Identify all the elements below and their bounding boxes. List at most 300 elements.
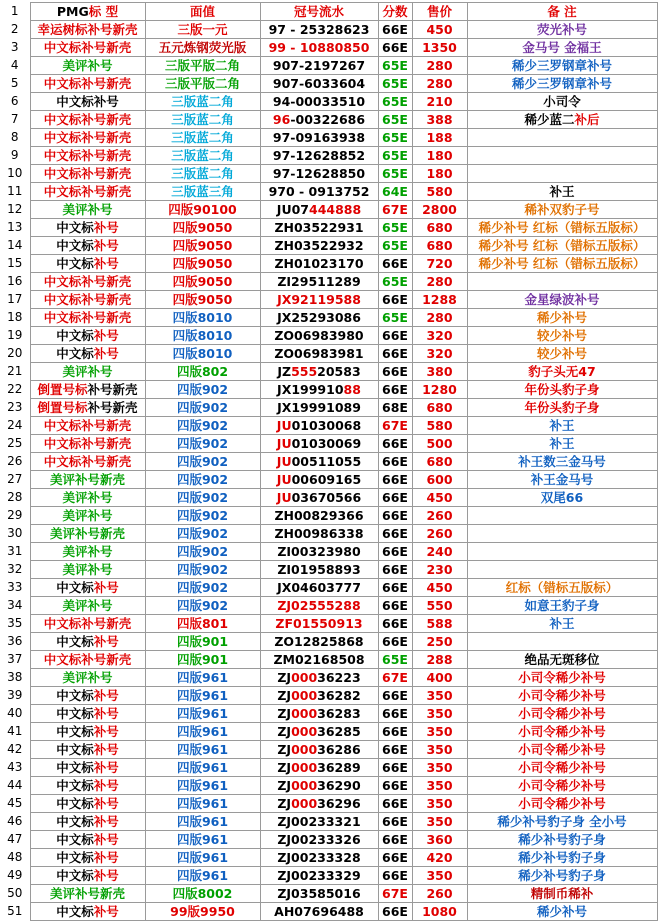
note-cell[interactable] xyxy=(467,831,657,849)
price-cell[interactable] xyxy=(412,723,467,741)
face-value-cell[interactable] xyxy=(145,129,260,147)
price-cell[interactable] xyxy=(412,885,467,903)
grade-cell[interactable] xyxy=(378,597,412,615)
row-number[interactable]: 16 xyxy=(0,273,30,291)
grade-cell[interactable] xyxy=(378,849,412,867)
grade-cell[interactable] xyxy=(378,201,412,219)
note-cell[interactable] xyxy=(467,885,657,903)
face-value-cell[interactable] xyxy=(145,363,260,381)
grade-cell[interactable] xyxy=(378,651,412,669)
pmg-cell[interactable] xyxy=(30,93,145,111)
face-value-cell[interactable] xyxy=(145,291,260,309)
face-value-cell[interactable] xyxy=(145,651,260,669)
pmg-cell[interactable] xyxy=(30,453,145,471)
grade-cell[interactable] xyxy=(378,165,412,183)
serial-cell[interactable] xyxy=(260,291,378,309)
note-cell[interactable] xyxy=(467,309,657,327)
pmg-cell[interactable] xyxy=(30,21,145,39)
face-value-cell[interactable] xyxy=(145,543,260,561)
row-number[interactable]: 3 xyxy=(0,39,30,57)
price-cell[interactable] xyxy=(412,237,467,255)
row-number[interactable]: 46 xyxy=(0,813,30,831)
grade-cell[interactable] xyxy=(378,687,412,705)
note-cell[interactable] xyxy=(467,273,657,291)
face-value-cell[interactable] xyxy=(145,669,260,687)
pmg-cell[interactable] xyxy=(30,669,145,687)
column-header[interactable] xyxy=(467,3,657,21)
row-number[interactable]: 10 xyxy=(0,165,30,183)
serial-cell[interactable] xyxy=(260,273,378,291)
note-cell[interactable] xyxy=(467,75,657,93)
row-number[interactable]: 14 xyxy=(0,237,30,255)
grade-cell[interactable] xyxy=(378,363,412,381)
note-cell[interactable] xyxy=(467,93,657,111)
grade-cell[interactable] xyxy=(378,93,412,111)
face-value-cell[interactable] xyxy=(145,705,260,723)
note-cell[interactable] xyxy=(467,795,657,813)
note-cell[interactable] xyxy=(467,759,657,777)
column-header[interactable] xyxy=(412,3,467,21)
row-number[interactable]: 22 xyxy=(0,381,30,399)
price-cell[interactable] xyxy=(412,75,467,93)
grade-cell[interactable] xyxy=(378,615,412,633)
row-number[interactable]: 8 xyxy=(0,129,30,147)
note-cell[interactable] xyxy=(467,813,657,831)
face-value-cell[interactable] xyxy=(145,723,260,741)
note-cell[interactable] xyxy=(467,867,657,885)
pmg-cell[interactable] xyxy=(30,39,145,57)
note-cell[interactable] xyxy=(467,165,657,183)
note-cell[interactable] xyxy=(467,57,657,75)
row-number[interactable]: 48 xyxy=(0,849,30,867)
row-number[interactable]: 19 xyxy=(0,327,30,345)
grade-cell[interactable] xyxy=(378,183,412,201)
serial-cell[interactable] xyxy=(260,705,378,723)
row-number[interactable]: 51 xyxy=(0,903,30,921)
row-number[interactable]: 37 xyxy=(0,651,30,669)
face-value-cell[interactable] xyxy=(145,111,260,129)
pmg-cell[interactable] xyxy=(30,741,145,759)
price-cell[interactable] xyxy=(412,615,467,633)
pmg-cell[interactable] xyxy=(30,183,145,201)
face-value-cell[interactable] xyxy=(145,795,260,813)
note-cell[interactable] xyxy=(467,507,657,525)
price-cell[interactable] xyxy=(412,597,467,615)
pmg-cell[interactable] xyxy=(30,831,145,849)
grade-cell[interactable] xyxy=(378,417,412,435)
price-cell[interactable] xyxy=(412,669,467,687)
serial-cell[interactable] xyxy=(260,75,378,93)
pmg-cell[interactable] xyxy=(30,777,145,795)
row-number[interactable]: 13 xyxy=(0,219,30,237)
note-cell[interactable] xyxy=(467,597,657,615)
price-cell[interactable] xyxy=(412,489,467,507)
pmg-cell[interactable] xyxy=(30,75,145,93)
grade-cell[interactable] xyxy=(378,219,412,237)
serial-cell[interactable] xyxy=(260,651,378,669)
grade-cell[interactable] xyxy=(378,237,412,255)
price-cell[interactable] xyxy=(412,543,467,561)
face-value-cell[interactable] xyxy=(145,615,260,633)
price-cell[interactable] xyxy=(412,633,467,651)
row-number[interactable]: 1 xyxy=(0,3,30,21)
note-cell[interactable] xyxy=(467,453,657,471)
face-value-cell[interactable] xyxy=(145,381,260,399)
pmg-cell[interactable] xyxy=(30,867,145,885)
serial-cell[interactable] xyxy=(260,93,378,111)
grade-cell[interactable] xyxy=(378,525,412,543)
serial-cell[interactable] xyxy=(260,417,378,435)
price-cell[interactable] xyxy=(412,579,467,597)
pmg-cell[interactable] xyxy=(30,327,145,345)
pmg-cell[interactable] xyxy=(30,255,145,273)
price-cell[interactable] xyxy=(412,219,467,237)
serial-cell[interactable] xyxy=(260,813,378,831)
note-cell[interactable] xyxy=(467,561,657,579)
pmg-cell[interactable] xyxy=(30,273,145,291)
pmg-cell[interactable] xyxy=(30,813,145,831)
grade-cell[interactable] xyxy=(378,507,412,525)
serial-cell[interactable] xyxy=(260,903,378,921)
serial-cell[interactable] xyxy=(260,201,378,219)
price-cell[interactable] xyxy=(412,21,467,39)
price-cell[interactable] xyxy=(412,291,467,309)
face-value-cell[interactable] xyxy=(145,183,260,201)
serial-cell[interactable] xyxy=(260,867,378,885)
grade-cell[interactable] xyxy=(378,21,412,39)
serial-cell[interactable] xyxy=(260,327,378,345)
row-number[interactable]: 45 xyxy=(0,795,30,813)
pmg-cell[interactable] xyxy=(30,111,145,129)
face-value-cell[interactable] xyxy=(145,57,260,75)
row-number[interactable]: 39 xyxy=(0,687,30,705)
face-value-cell[interactable] xyxy=(145,399,260,417)
column-header[interactable] xyxy=(30,3,145,21)
pmg-cell[interactable] xyxy=(30,525,145,543)
face-value-cell[interactable] xyxy=(145,435,260,453)
row-number[interactable]: 49 xyxy=(0,867,30,885)
row-number[interactable]: 17 xyxy=(0,291,30,309)
price-cell[interactable] xyxy=(412,39,467,57)
serial-cell[interactable] xyxy=(260,687,378,705)
serial-cell[interactable] xyxy=(260,543,378,561)
note-cell[interactable] xyxy=(467,399,657,417)
pmg-cell[interactable] xyxy=(30,507,145,525)
note-cell[interactable] xyxy=(467,633,657,651)
note-cell[interactable] xyxy=(467,147,657,165)
grade-cell[interactable] xyxy=(378,345,412,363)
pmg-cell[interactable] xyxy=(30,129,145,147)
serial-cell[interactable] xyxy=(260,129,378,147)
pmg-cell[interactable] xyxy=(30,597,145,615)
serial-cell[interactable] xyxy=(260,399,378,417)
price-cell[interactable] xyxy=(412,525,467,543)
serial-cell[interactable] xyxy=(260,453,378,471)
pmg-cell[interactable] xyxy=(30,759,145,777)
serial-cell[interactable] xyxy=(260,597,378,615)
price-cell[interactable] xyxy=(412,201,467,219)
pmg-cell[interactable] xyxy=(30,795,145,813)
note-cell[interactable] xyxy=(467,741,657,759)
serial-cell[interactable] xyxy=(260,669,378,687)
face-value-cell[interactable] xyxy=(145,453,260,471)
price-cell[interactable] xyxy=(412,309,467,327)
face-value-cell[interactable] xyxy=(145,741,260,759)
face-value-cell[interactable] xyxy=(145,237,260,255)
row-number[interactable]: 40 xyxy=(0,705,30,723)
note-cell[interactable] xyxy=(467,705,657,723)
price-cell[interactable] xyxy=(412,417,467,435)
price-cell[interactable] xyxy=(412,399,467,417)
price-cell[interactable] xyxy=(412,93,467,111)
price-cell[interactable] xyxy=(412,849,467,867)
note-cell[interactable] xyxy=(467,219,657,237)
serial-cell[interactable] xyxy=(260,471,378,489)
grade-cell[interactable] xyxy=(378,795,412,813)
serial-cell[interactable] xyxy=(260,435,378,453)
grade-cell[interactable] xyxy=(378,831,412,849)
note-cell[interactable] xyxy=(467,237,657,255)
pmg-cell[interactable] xyxy=(30,363,145,381)
note-cell[interactable] xyxy=(467,111,657,129)
face-value-cell[interactable] xyxy=(145,759,260,777)
grade-cell[interactable] xyxy=(378,885,412,903)
serial-cell[interactable] xyxy=(260,849,378,867)
serial-cell[interactable] xyxy=(260,777,378,795)
price-cell[interactable] xyxy=(412,471,467,489)
row-number[interactable]: 43 xyxy=(0,759,30,777)
serial-cell[interactable] xyxy=(260,759,378,777)
row-number[interactable]: 44 xyxy=(0,777,30,795)
row-number[interactable]: 11 xyxy=(0,183,30,201)
row-number[interactable]: 47 xyxy=(0,831,30,849)
face-value-cell[interactable] xyxy=(145,471,260,489)
pmg-cell[interactable] xyxy=(30,705,145,723)
serial-cell[interactable] xyxy=(260,795,378,813)
face-value-cell[interactable] xyxy=(145,219,260,237)
price-cell[interactable] xyxy=(412,759,467,777)
note-cell[interactable] xyxy=(467,435,657,453)
face-value-cell[interactable] xyxy=(145,867,260,885)
grade-cell[interactable] xyxy=(378,381,412,399)
grade-cell[interactable] xyxy=(378,75,412,93)
note-cell[interactable] xyxy=(467,417,657,435)
note-cell[interactable] xyxy=(467,183,657,201)
grade-cell[interactable] xyxy=(378,759,412,777)
note-cell[interactable] xyxy=(467,543,657,561)
price-cell[interactable] xyxy=(412,795,467,813)
note-cell[interactable] xyxy=(467,381,657,399)
serial-cell[interactable] xyxy=(260,633,378,651)
face-value-cell[interactable] xyxy=(145,885,260,903)
grade-cell[interactable] xyxy=(378,129,412,147)
serial-cell[interactable] xyxy=(260,723,378,741)
pmg-cell[interactable] xyxy=(30,201,145,219)
face-value-cell[interactable] xyxy=(145,273,260,291)
face-value-cell[interactable] xyxy=(145,831,260,849)
face-value-cell[interactable] xyxy=(145,417,260,435)
note-cell[interactable] xyxy=(467,723,657,741)
grade-cell[interactable] xyxy=(378,903,412,921)
note-cell[interactable] xyxy=(467,327,657,345)
row-number[interactable]: 21 xyxy=(0,363,30,381)
note-cell[interactable] xyxy=(467,255,657,273)
note-cell[interactable] xyxy=(467,201,657,219)
row-number[interactable]: 31 xyxy=(0,543,30,561)
price-cell[interactable] xyxy=(412,813,467,831)
row-number[interactable]: 12 xyxy=(0,201,30,219)
price-cell[interactable] xyxy=(412,273,467,291)
face-value-cell[interactable] xyxy=(145,201,260,219)
grade-cell[interactable] xyxy=(378,309,412,327)
row-number[interactable]: 30 xyxy=(0,525,30,543)
serial-cell[interactable] xyxy=(260,111,378,129)
note-cell[interactable] xyxy=(467,489,657,507)
note-cell[interactable] xyxy=(467,291,657,309)
grade-cell[interactable] xyxy=(378,255,412,273)
face-value-cell[interactable] xyxy=(145,165,260,183)
price-cell[interactable] xyxy=(412,453,467,471)
pmg-cell[interactable] xyxy=(30,579,145,597)
face-value-cell[interactable] xyxy=(145,345,260,363)
price-cell[interactable] xyxy=(412,867,467,885)
serial-cell[interactable] xyxy=(260,579,378,597)
grade-cell[interactable] xyxy=(378,489,412,507)
row-number[interactable]: 50 xyxy=(0,885,30,903)
column-header[interactable] xyxy=(260,3,378,21)
serial-cell[interactable] xyxy=(260,345,378,363)
note-cell[interactable] xyxy=(467,129,657,147)
face-value-cell[interactable] xyxy=(145,813,260,831)
pmg-cell[interactable] xyxy=(30,903,145,921)
grade-cell[interactable] xyxy=(378,57,412,75)
face-value-cell[interactable] xyxy=(145,327,260,345)
face-value-cell[interactable] xyxy=(145,777,260,795)
serial-cell[interactable] xyxy=(260,363,378,381)
grade-cell[interactable] xyxy=(378,741,412,759)
row-number[interactable]: 33 xyxy=(0,579,30,597)
price-cell[interactable] xyxy=(412,345,467,363)
grade-cell[interactable] xyxy=(378,633,412,651)
row-number[interactable]: 34 xyxy=(0,597,30,615)
face-value-cell[interactable] xyxy=(145,21,260,39)
pmg-cell[interactable] xyxy=(30,489,145,507)
price-cell[interactable] xyxy=(412,147,467,165)
row-number[interactable]: 29 xyxy=(0,507,30,525)
price-cell[interactable] xyxy=(412,255,467,273)
serial-cell[interactable] xyxy=(260,255,378,273)
serial-cell[interactable] xyxy=(260,57,378,75)
price-cell[interactable] xyxy=(412,777,467,795)
note-cell[interactable] xyxy=(467,687,657,705)
price-cell[interactable] xyxy=(412,651,467,669)
face-value-cell[interactable] xyxy=(145,525,260,543)
price-cell[interactable] xyxy=(412,129,467,147)
pmg-cell[interactable] xyxy=(30,291,145,309)
serial-cell[interactable] xyxy=(260,489,378,507)
grade-cell[interactable] xyxy=(378,147,412,165)
row-number[interactable]: 41 xyxy=(0,723,30,741)
row-number[interactable]: 7 xyxy=(0,111,30,129)
row-number[interactable]: 24 xyxy=(0,417,30,435)
price-cell[interactable] xyxy=(412,687,467,705)
pmg-cell[interactable] xyxy=(30,471,145,489)
pmg-cell[interactable] xyxy=(30,237,145,255)
row-number[interactable]: 26 xyxy=(0,453,30,471)
price-cell[interactable] xyxy=(412,111,467,129)
face-value-cell[interactable] xyxy=(145,597,260,615)
grade-cell[interactable] xyxy=(378,471,412,489)
pmg-cell[interactable] xyxy=(30,687,145,705)
grade-cell[interactable] xyxy=(378,867,412,885)
face-value-cell[interactable] xyxy=(145,687,260,705)
face-value-cell[interactable] xyxy=(145,579,260,597)
grade-cell[interactable] xyxy=(378,291,412,309)
face-value-cell[interactable] xyxy=(145,507,260,525)
grade-cell[interactable] xyxy=(378,453,412,471)
row-number[interactable]: 36 xyxy=(0,633,30,651)
row-number[interactable]: 25 xyxy=(0,435,30,453)
serial-cell[interactable] xyxy=(260,507,378,525)
pmg-cell[interactable] xyxy=(30,147,145,165)
grade-cell[interactable] xyxy=(378,435,412,453)
price-cell[interactable] xyxy=(412,165,467,183)
grade-cell[interactable] xyxy=(378,39,412,57)
column-header[interactable] xyxy=(145,3,260,21)
column-header[interactable] xyxy=(378,3,412,21)
grade-cell[interactable] xyxy=(378,561,412,579)
serial-cell[interactable] xyxy=(260,885,378,903)
grade-cell[interactable] xyxy=(378,579,412,597)
face-value-cell[interactable] xyxy=(145,147,260,165)
pmg-cell[interactable] xyxy=(30,309,145,327)
pmg-cell[interactable] xyxy=(30,399,145,417)
row-number[interactable]: 38 xyxy=(0,669,30,687)
pmg-cell[interactable] xyxy=(30,723,145,741)
pmg-cell[interactable] xyxy=(30,165,145,183)
pmg-cell[interactable] xyxy=(30,381,145,399)
serial-cell[interactable] xyxy=(260,183,378,201)
serial-cell[interactable] xyxy=(260,21,378,39)
grade-cell[interactable] xyxy=(378,669,412,687)
serial-cell[interactable] xyxy=(260,831,378,849)
pmg-cell[interactable] xyxy=(30,57,145,75)
row-number[interactable]: 18 xyxy=(0,309,30,327)
note-cell[interactable] xyxy=(467,39,657,57)
grade-cell[interactable] xyxy=(378,723,412,741)
row-number[interactable]: 9 xyxy=(0,147,30,165)
note-cell[interactable] xyxy=(467,525,657,543)
serial-cell[interactable] xyxy=(260,741,378,759)
grade-cell[interactable] xyxy=(378,327,412,345)
note-cell[interactable] xyxy=(467,345,657,363)
face-value-cell[interactable] xyxy=(145,255,260,273)
price-cell[interactable] xyxy=(412,183,467,201)
price-cell[interactable] xyxy=(412,741,467,759)
face-value-cell[interactable] xyxy=(145,903,260,921)
price-cell[interactable] xyxy=(412,561,467,579)
price-cell[interactable] xyxy=(412,435,467,453)
price-cell[interactable] xyxy=(412,831,467,849)
row-number[interactable]: 42 xyxy=(0,741,30,759)
row-number[interactable]: 4 xyxy=(0,57,30,75)
serial-cell[interactable] xyxy=(260,165,378,183)
grade-cell[interactable] xyxy=(378,273,412,291)
price-cell[interactable] xyxy=(412,57,467,75)
row-number[interactable]: 20 xyxy=(0,345,30,363)
note-cell[interactable] xyxy=(467,21,657,39)
note-cell[interactable] xyxy=(467,777,657,795)
